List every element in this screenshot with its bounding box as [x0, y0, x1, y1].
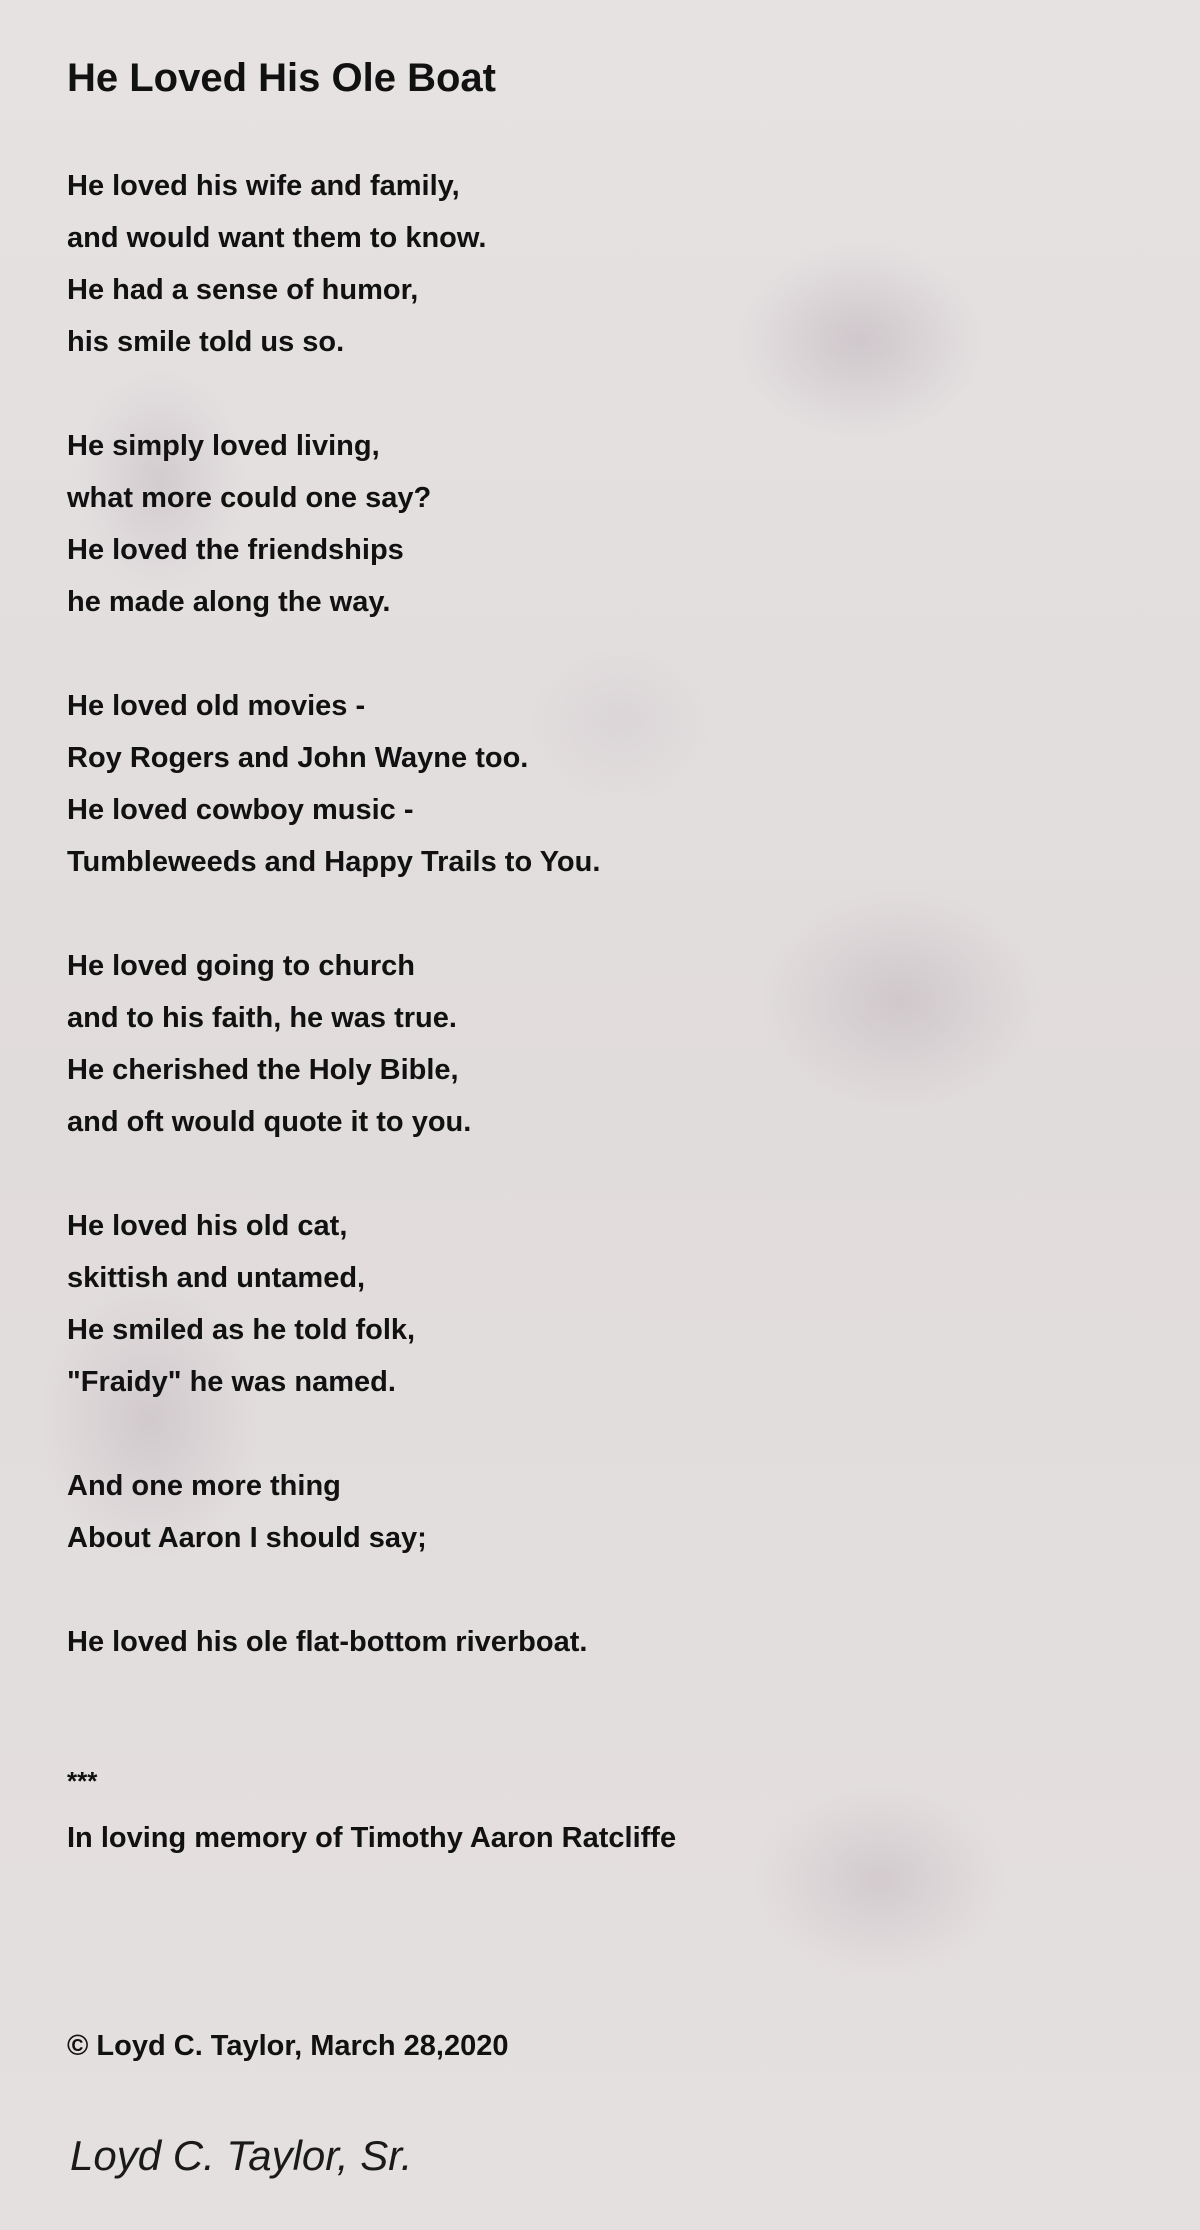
- poem-title: He Loved His Ole Boat: [67, 56, 496, 100]
- poem-line: and would want them to know.: [67, 222, 487, 254]
- author-signature: Loyd C. Taylor, Sr.: [70, 2132, 413, 2179]
- copyright-line: © Loyd C. Taylor, March 28,2020: [67, 2030, 509, 2062]
- separator-stars: ***: [67, 1766, 98, 1796]
- poem-line: Roy Rogers and John Wayne too.: [67, 742, 529, 774]
- dedication-line: In loving memory of Timothy Aaron Ratcliffe: [67, 1822, 677, 1854]
- stanza-1: [67, 160, 1167, 368]
- poem-line: He loved old movies -: [67, 690, 366, 722]
- poem-line: He loved cowboy music -: [67, 794, 414, 826]
- poem-page: [67, 48, 1167, 1668]
- poem-line: Tumbleweeds and Happy Trails to You.: [67, 846, 601, 878]
- poem-line: He smiled as he told folk,: [67, 1314, 416, 1346]
- poem-line: He loved the friendships: [67, 534, 404, 566]
- poem-line: And one more thing: [67, 1470, 341, 1502]
- poem-line: skittish and untamed,: [67, 1262, 366, 1294]
- poem-line: He had a sense of humor,: [67, 274, 419, 306]
- poem-line: He loved going to church: [67, 950, 416, 982]
- poem-line: and oft would quote it to you.: [67, 1106, 472, 1138]
- stanza-4: [67, 940, 1167, 1148]
- poem-line: About Aaron I should say;: [67, 1522, 427, 1554]
- poem-line: his smile told us so.: [67, 326, 345, 358]
- stanza-2: [67, 420, 1167, 628]
- poem-body: [67, 160, 1167, 1668]
- poem-line: He loved his wife and family,: [67, 170, 460, 202]
- stanza-5: [67, 1200, 1167, 1408]
- poem-line: He loved his old cat,: [67, 1210, 348, 1242]
- poem-line: He loved his ole flat-bottom riverboat.: [67, 1626, 588, 1658]
- poem-line: and to his faith, he was true.: [67, 1002, 457, 1034]
- poem-line: "Fraidy" he was named.: [67, 1366, 396, 1398]
- stanza-6: [67, 1460, 1167, 1564]
- stanza-7: [67, 1616, 1167, 1668]
- poem-line: He cherished the Holy Bible,: [67, 1054, 459, 1086]
- poem-line: what more could one say?: [67, 482, 432, 514]
- poem-line: he made along the way.: [67, 586, 391, 618]
- poem-line: He simply loved living,: [67, 430, 380, 462]
- stanza-3: [67, 680, 1167, 888]
